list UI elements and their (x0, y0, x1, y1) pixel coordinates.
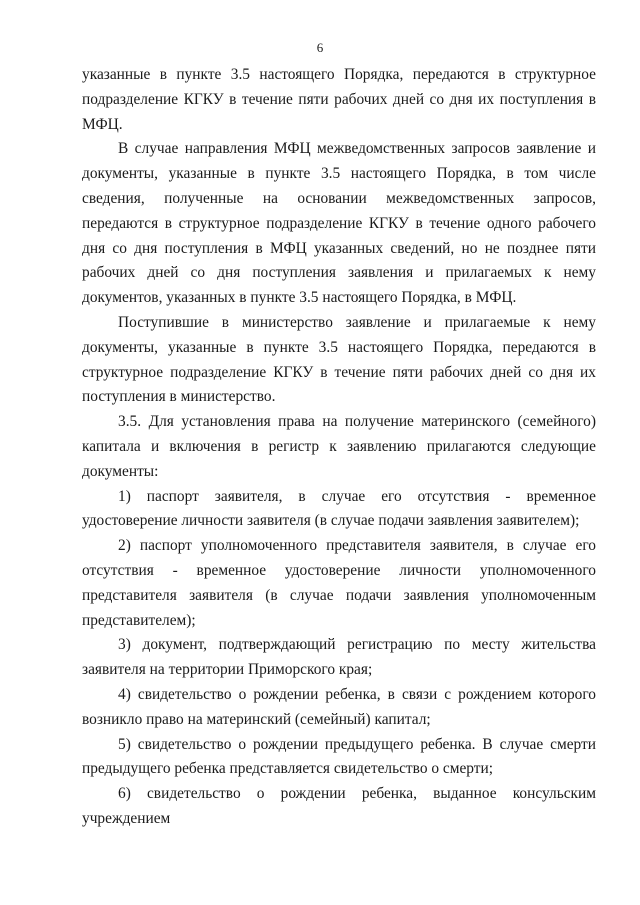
list-item-2: 2) паспорт уполномоченного представителя заявителя, в случае его отсутствия - временное удостоверение личности уполномоченного представителя заявителя (в случае подачи заявления уполномоченным представителем); (82, 537, 596, 629)
paragraph-mfc-requests: В случае направления МФЦ межведомственных запросов заявление и документы, указанные в пункте 3.5 настоящего Порядка, в том числе сведения, полученные на основании межведомственных запросов, передаются в структурное подразделение КГКУ в течение одного рабочего дня со дня поступления в МФЦ указанных сведений, но не позднее пяти рабочих дней со дня поступления заявления и прилагаемых к нему документов, указанных в пункте 3.5 настоящего Порядка, в МФЦ. (82, 140, 596, 307)
paragraph-continuation: указанные в пункте 3.5 настоящего Порядка, передаются в структурное подразделение КГКУ в течение пяти рабочих дней со дня их поступления в МФЦ. (82, 66, 596, 133)
list-item-1: 1) паспорт заявителя, в случае его отсутствия - временное удостоверение личности заявителя (в случае подачи заявления заявителем); (82, 487, 596, 530)
paragraph-3-5: 3.5. Для установления права на получение материнского (семейного) капитала и включения в регистр к заявлению прилагаются следующие документы: (82, 413, 596, 480)
page-number: 6 (316, 40, 324, 55)
document-body (82, 63, 596, 832)
list-item-4: 4) свидетельство о рождении ребенка, в связи с рождением которого возникло право на материнский (семейный) капитал; (82, 685, 596, 728)
list-item-6: 6) свидетельство о рождении ребенка, выданное консульским учреждением (82, 785, 596, 827)
paragraph-ministry-documents: Поступившие в министерство заявление и прилагаемые к нему документы, указанные в пункте 3.5 настоящего Порядка, передаются в структурное подразделение КГКУ в течение пяти рабочих дней со дня их поступления в министерство. (82, 313, 596, 406)
list-item-3: 3) документ, подтверждающий регистрацию по месту жительства заявителя на территории Приморского края; (82, 636, 596, 679)
list-item-5: 5) свидетельство о рождении предыдущего ребенка. В случае смерти предыдущего ребенка представляется свидетельство о смерти; (82, 735, 596, 778)
